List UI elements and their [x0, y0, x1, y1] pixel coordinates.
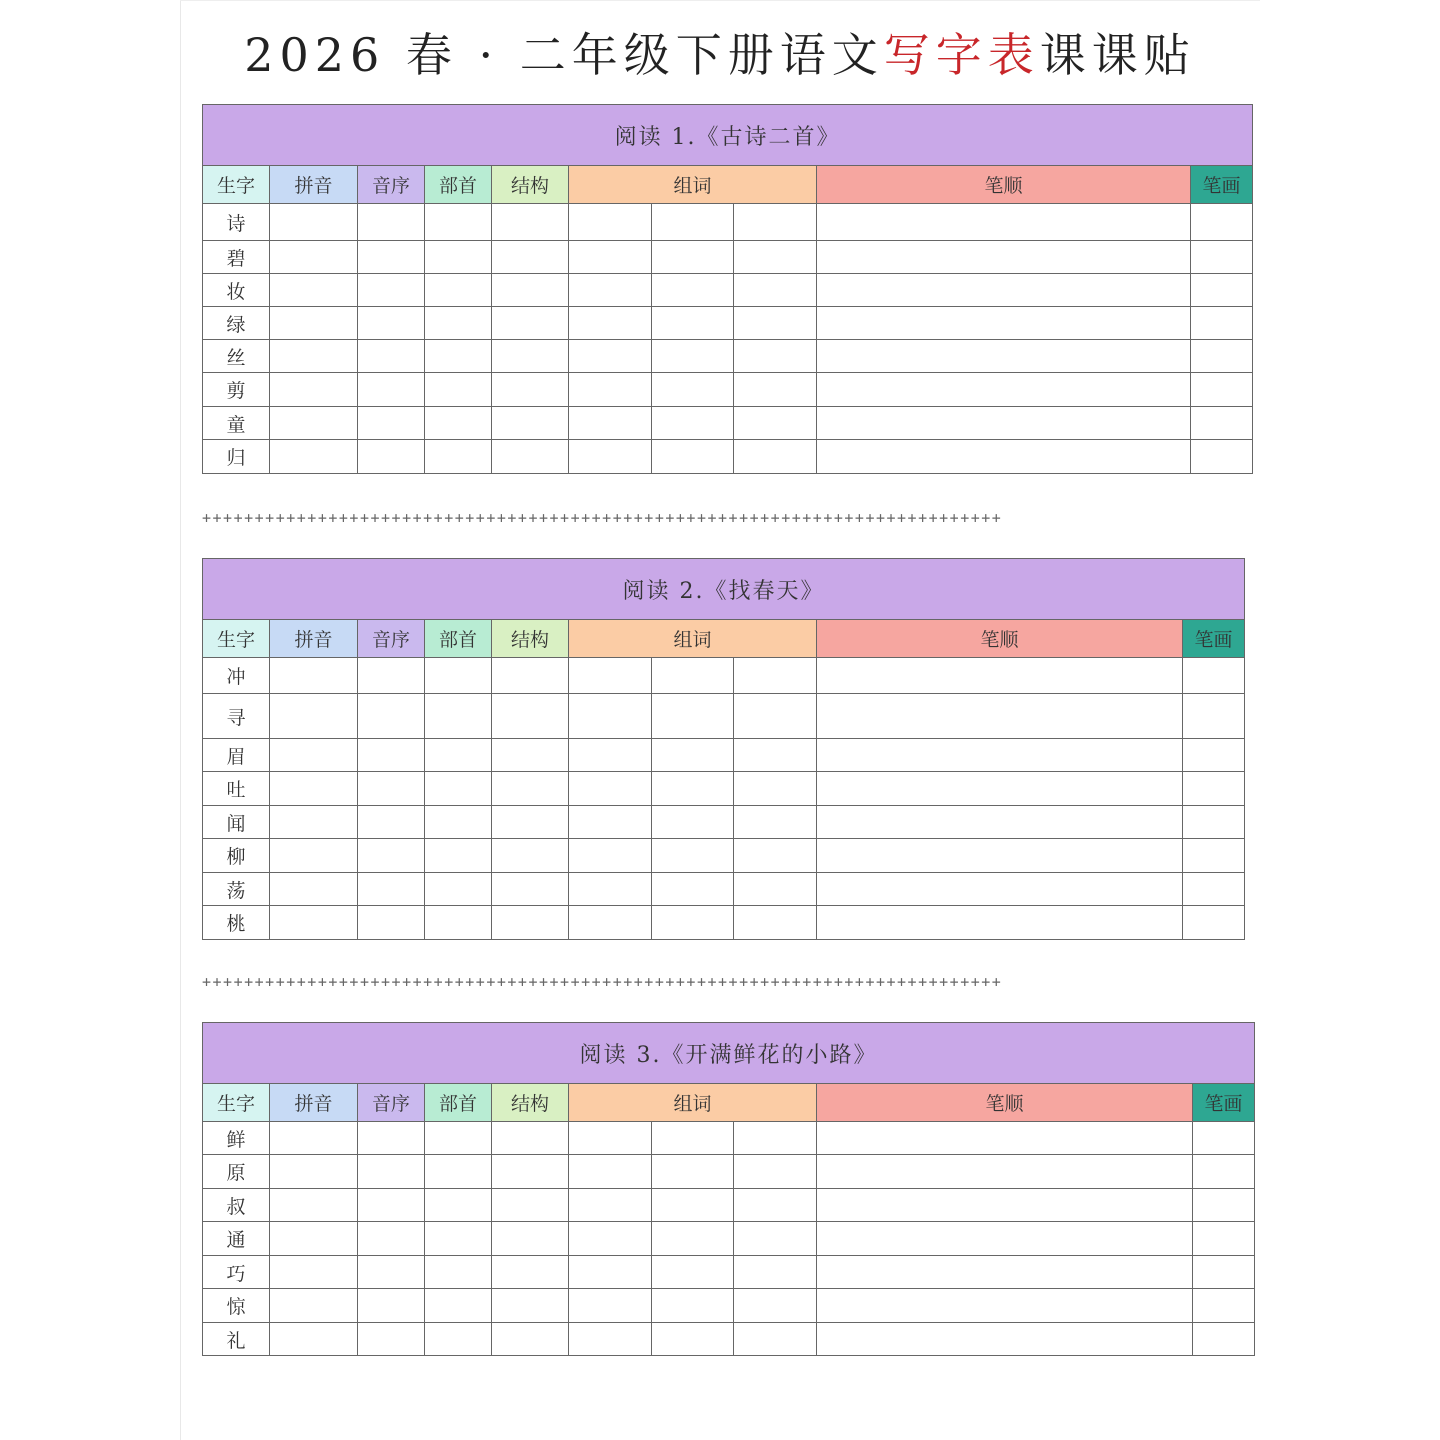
column-header-words: 组词 — [569, 166, 817, 204]
word-cell-2[interactable] — [652, 204, 734, 241]
word-cell-1[interactable] — [569, 839, 652, 873]
pinyin-cell[interactable] — [270, 1256, 358, 1289]
structure-cell[interactable] — [492, 1222, 569, 1256]
table-row — [203, 340, 1253, 373]
character-cell: 眉 — [203, 739, 270, 772]
column-header-order: 音序 — [358, 166, 425, 204]
word-cell-1[interactable] — [569, 694, 652, 739]
pinyin-cell[interactable] — [270, 694, 358, 739]
structure-cell[interactable] — [492, 1256, 569, 1289]
word-cell-3[interactable] — [734, 739, 817, 772]
order-cell[interactable] — [358, 806, 425, 839]
structure-cell[interactable] — [492, 839, 569, 873]
column-header-count: 笔画 — [1183, 620, 1245, 658]
order-cell[interactable] — [358, 407, 425, 440]
pinyin-cell[interactable] — [270, 204, 358, 241]
word-cell-1[interactable] — [569, 1222, 652, 1256]
column-header-radical: 部首 — [425, 1084, 492, 1122]
count-cell[interactable] — [1183, 839, 1245, 873]
word-cell-3[interactable] — [734, 373, 817, 407]
structure-cell[interactable] — [492, 658, 569, 694]
pinyin-cell[interactable] — [270, 1222, 358, 1256]
character-cell: 巧 — [203, 1256, 270, 1289]
structure-cell[interactable] — [492, 241, 569, 274]
word-cell-1[interactable] — [569, 1122, 652, 1155]
radical-cell[interactable] — [425, 204, 492, 241]
word-cell-2[interactable] — [652, 1256, 734, 1289]
pinyin-cell[interactable] — [270, 1122, 358, 1155]
word-cell-3[interactable] — [734, 694, 817, 739]
word-cell-1[interactable] — [569, 440, 652, 474]
pinyin-cell[interactable] — [270, 241, 358, 274]
strokes-cell[interactable] — [817, 839, 1183, 873]
strokes-cell[interactable] — [817, 1222, 1193, 1256]
structure-cell[interactable] — [492, 694, 569, 739]
word-cell-3[interactable] — [734, 241, 817, 274]
strokes-cell[interactable] — [817, 1256, 1193, 1289]
word-cell-2[interactable] — [652, 1189, 734, 1222]
structure-cell[interactable] — [492, 906, 569, 940]
word-cell-1[interactable] — [569, 373, 652, 407]
character-cell: 通 — [203, 1222, 270, 1256]
pinyin-cell[interactable] — [270, 1289, 358, 1323]
pinyin-cell[interactable] — [270, 340, 358, 373]
word-cell-1[interactable] — [569, 204, 652, 241]
order-cell[interactable] — [358, 1122, 425, 1155]
character-cell: 惊 — [203, 1289, 270, 1323]
word-cell-1[interactable] — [569, 658, 652, 694]
word-cell-3[interactable] — [734, 1256, 817, 1289]
word-cell-2[interactable] — [652, 307, 734, 340]
radical-cell[interactable] — [425, 1189, 492, 1222]
character-cell: 柳 — [203, 839, 270, 873]
word-cell-3[interactable] — [734, 873, 817, 906]
table-row — [203, 772, 1245, 806]
strokes-cell[interactable] — [817, 204, 1191, 241]
word-cell-1[interactable] — [569, 739, 652, 772]
structure-cell[interactable] — [492, 440, 569, 474]
count-cell[interactable] — [1183, 873, 1245, 906]
table-row — [203, 1323, 1255, 1356]
order-cell[interactable] — [358, 307, 425, 340]
character-cell: 闻 — [203, 806, 270, 839]
radical-cell[interactable] — [425, 307, 492, 340]
order-cell[interactable] — [358, 694, 425, 739]
count-cell[interactable] — [1183, 739, 1245, 772]
table-row — [203, 274, 1253, 307]
pinyin-cell[interactable] — [270, 739, 358, 772]
structure-cell[interactable] — [492, 1323, 569, 1356]
structure-cell[interactable] — [492, 1122, 569, 1155]
column-header-char: 生字 — [203, 166, 270, 204]
column-header-radical: 部首 — [425, 620, 492, 658]
table-row — [203, 373, 1253, 407]
table-row — [203, 204, 1253, 241]
page-title — [200, 22, 1240, 88]
column-header-radical: 部首 — [425, 166, 492, 204]
pinyin-cell[interactable] — [270, 806, 358, 839]
structure-cell[interactable] — [492, 407, 569, 440]
column-header-words: 组词 — [569, 620, 817, 658]
word-cell-2[interactable] — [652, 906, 734, 940]
table-row — [203, 806, 1245, 839]
column-header-char: 生字 — [203, 1084, 270, 1122]
count-cell[interactable] — [1183, 772, 1245, 806]
word-cell-2[interactable] — [652, 1155, 734, 1189]
table-row — [203, 1155, 1255, 1189]
column-header-count: 笔画 — [1193, 1084, 1255, 1122]
word-cell-2[interactable] — [652, 1222, 734, 1256]
word-cell-3[interactable] — [734, 772, 817, 806]
word-cell-3[interactable] — [734, 1189, 817, 1222]
count-cell[interactable] — [1191, 274, 1253, 307]
pinyin-cell[interactable] — [270, 1323, 358, 1356]
radical-cell[interactable] — [425, 772, 492, 806]
strokes-cell[interactable] — [817, 1155, 1193, 1189]
section-divider: ++++++++++++++++++++++++++++++++++++++++++++++++++++++++++++++++++++++++++++ — [202, 509, 1003, 527]
count-cell[interactable] — [1191, 241, 1253, 274]
character-cell: 礼 — [203, 1323, 270, 1356]
table-row — [203, 307, 1253, 340]
word-cell-1[interactable] — [569, 1155, 652, 1189]
count-cell[interactable] — [1183, 906, 1245, 940]
radical-cell[interactable] — [425, 340, 492, 373]
strokes-cell[interactable] — [817, 340, 1191, 373]
table-row — [203, 1189, 1255, 1222]
pinyin-cell[interactable] — [270, 839, 358, 873]
table-row — [203, 241, 1253, 274]
character-cell: 寻 — [203, 694, 270, 739]
order-cell[interactable] — [358, 1189, 425, 1222]
word-cell-2[interactable] — [652, 241, 734, 274]
character-cell: 诗 — [203, 204, 270, 241]
column-header-pinyin: 拼音 — [270, 620, 358, 658]
column-header-strokes: 笔顺 — [817, 620, 1183, 658]
order-cell[interactable] — [358, 274, 425, 307]
order-cell[interactable] — [358, 1289, 425, 1323]
order-cell[interactable] — [358, 1256, 425, 1289]
word-cell-1[interactable] — [569, 1256, 652, 1289]
table-row — [203, 906, 1245, 940]
character-cell: 吐 — [203, 772, 270, 806]
table-row — [203, 1256, 1255, 1289]
table-row — [203, 440, 1253, 474]
pinyin-cell[interactable] — [270, 407, 358, 440]
order-cell[interactable] — [358, 772, 425, 806]
strokes-cell[interactable] — [817, 440, 1191, 474]
word-cell-3[interactable] — [734, 274, 817, 307]
table-row — [203, 1122, 1255, 1155]
pinyin-cell[interactable] — [270, 274, 358, 307]
structure-cell[interactable] — [492, 1189, 569, 1222]
count-cell[interactable] — [1193, 1289, 1255, 1323]
structure-cell[interactable] — [492, 307, 569, 340]
count-cell[interactable] — [1191, 307, 1253, 340]
order-cell[interactable] — [358, 1323, 425, 1356]
strokes-cell[interactable] — [817, 407, 1191, 440]
strokes-cell[interactable] — [817, 772, 1183, 806]
strokes-cell[interactable] — [817, 373, 1191, 407]
count-cell[interactable] — [1193, 1122, 1255, 1155]
radical-cell[interactable] — [425, 806, 492, 839]
character-cell: 荡 — [203, 873, 270, 906]
radical-cell[interactable] — [425, 1323, 492, 1356]
word-cell-3[interactable] — [734, 407, 817, 440]
table-row — [203, 839, 1245, 873]
word-cell-3[interactable] — [734, 1222, 817, 1256]
title-prefix: 2026 春 · 二年级下册语文 — [244, 28, 884, 82]
word-cell-1[interactable] — [569, 274, 652, 307]
lesson-title: 阅读 3.《开满鲜花的小路》 — [203, 1023, 1255, 1084]
table-row — [203, 739, 1245, 772]
radical-cell[interactable] — [425, 658, 492, 694]
word-cell-3[interactable] — [734, 1289, 817, 1323]
character-cell: 丝 — [203, 340, 270, 373]
character-cell: 童 — [203, 407, 270, 440]
word-cell-3[interactable] — [734, 1122, 817, 1155]
word-cell-2[interactable] — [652, 806, 734, 839]
structure-cell[interactable] — [492, 739, 569, 772]
order-cell[interactable] — [358, 241, 425, 274]
table-row — [203, 1289, 1255, 1323]
character-cell: 冲 — [203, 658, 270, 694]
strokes-cell[interactable] — [817, 274, 1191, 307]
table-row — [203, 873, 1245, 906]
lesson-title: 阅读 2.《找春天》 — [203, 559, 1245, 620]
column-header-words: 组词 — [569, 1084, 817, 1122]
word-cell-1[interactable] — [569, 1323, 652, 1356]
strokes-cell[interactable] — [817, 1289, 1193, 1323]
column-header-strokes: 笔顺 — [817, 166, 1191, 204]
order-cell[interactable] — [358, 906, 425, 940]
order-cell[interactable] — [358, 204, 425, 241]
structure-cell[interactable] — [492, 204, 569, 241]
structure-cell[interactable] — [492, 340, 569, 373]
character-cell: 原 — [203, 1155, 270, 1189]
pinyin-cell[interactable] — [270, 1189, 358, 1222]
count-cell[interactable] — [1191, 407, 1253, 440]
table-row — [203, 694, 1245, 739]
count-cell[interactable] — [1193, 1256, 1255, 1289]
count-cell[interactable] — [1193, 1155, 1255, 1189]
word-cell-3[interactable] — [734, 839, 817, 873]
lesson-table — [202, 558, 1245, 940]
word-cell-3[interactable] — [734, 340, 817, 373]
word-cell-2[interactable] — [652, 739, 734, 772]
pinyin-cell[interactable] — [270, 373, 358, 407]
word-cell-1[interactable] — [569, 1289, 652, 1323]
structure-cell[interactable] — [492, 1155, 569, 1189]
pinyin-cell[interactable] — [270, 873, 358, 906]
word-cell-1[interactable] — [569, 307, 652, 340]
word-cell-2[interactable] — [652, 772, 734, 806]
structure-cell[interactable] — [492, 373, 569, 407]
character-cell: 碧 — [203, 241, 270, 274]
strokes-cell[interactable] — [817, 658, 1183, 694]
radical-cell[interactable] — [425, 373, 492, 407]
radical-cell[interactable] — [425, 274, 492, 307]
column-header-order: 音序 — [358, 1084, 425, 1122]
table-row — [203, 407, 1253, 440]
character-cell: 妆 — [203, 274, 270, 307]
column-header-pinyin: 拼音 — [270, 166, 358, 204]
order-cell[interactable] — [358, 340, 425, 373]
word-cell-1[interactable] — [569, 772, 652, 806]
word-cell-3[interactable] — [734, 658, 817, 694]
character-cell: 叔 — [203, 1189, 270, 1222]
count-cell[interactable] — [1183, 658, 1245, 694]
lesson-table — [202, 104, 1253, 474]
radical-cell[interactable] — [425, 440, 492, 474]
table-row — [203, 1222, 1255, 1256]
count-cell[interactable] — [1193, 1222, 1255, 1256]
character-cell: 归 — [203, 440, 270, 474]
column-header-count: 笔画 — [1191, 166, 1253, 204]
table-row — [203, 658, 1245, 694]
order-cell[interactable] — [358, 1155, 425, 1189]
radical-cell[interactable] — [425, 839, 492, 873]
structure-cell[interactable] — [492, 806, 569, 839]
page-top-line — [180, 0, 1260, 1]
word-cell-2[interactable] — [652, 1122, 734, 1155]
column-header-pinyin: 拼音 — [270, 1084, 358, 1122]
word-cell-1[interactable] — [569, 806, 652, 839]
structure-cell[interactable] — [492, 1289, 569, 1323]
radical-cell[interactable] — [425, 873, 492, 906]
radical-cell[interactable] — [425, 241, 492, 274]
column-header-strokes: 笔顺 — [817, 1084, 1193, 1122]
radical-cell[interactable] — [425, 407, 492, 440]
word-cell-3[interactable] — [734, 204, 817, 241]
pinyin-cell[interactable] — [270, 658, 358, 694]
word-cell-2[interactable] — [652, 1323, 734, 1356]
column-header-order: 音序 — [358, 620, 425, 658]
count-cell[interactable] — [1191, 204, 1253, 241]
title-suffix: 课课贴 — [1039, 28, 1196, 82]
word-cell-2[interactable] — [652, 373, 734, 407]
count-cell[interactable] — [1191, 373, 1253, 407]
word-cell-2[interactable] — [652, 694, 734, 739]
word-cell-2[interactable] — [652, 658, 734, 694]
word-cell-2[interactable] — [652, 407, 734, 440]
strokes-cell[interactable] — [817, 906, 1183, 940]
word-cell-3[interactable] — [734, 440, 817, 474]
lesson-table — [202, 1022, 1255, 1356]
order-cell[interactable] — [358, 873, 425, 906]
radical-cell[interactable] — [425, 1256, 492, 1289]
word-cell-3[interactable] — [734, 906, 817, 940]
word-cell-2[interactable] — [652, 340, 734, 373]
count-cell[interactable] — [1193, 1189, 1255, 1222]
count-cell[interactable] — [1193, 1323, 1255, 1356]
word-cell-2[interactable] — [652, 274, 734, 307]
column-header-structure: 结构 — [492, 1084, 569, 1122]
word-cell-2[interactable] — [652, 1289, 734, 1323]
structure-cell[interactable] — [492, 873, 569, 906]
character-cell: 剪 — [203, 373, 270, 407]
order-cell[interactable] — [358, 739, 425, 772]
pinyin-cell[interactable] — [270, 307, 358, 340]
word-cell-3[interactable] — [734, 307, 817, 340]
count-cell[interactable] — [1183, 694, 1245, 739]
strokes-cell[interactable] — [817, 694, 1183, 739]
word-cell-2[interactable] — [652, 440, 734, 474]
title-highlight: 写字表 — [883, 28, 1040, 82]
count-cell[interactable] — [1191, 440, 1253, 474]
word-cell-1[interactable] — [569, 407, 652, 440]
pinyin-cell[interactable] — [270, 772, 358, 806]
count-cell[interactable] — [1183, 806, 1245, 839]
word-cell-3[interactable] — [734, 1155, 817, 1189]
word-cell-3[interactable] — [734, 1323, 817, 1356]
strokes-cell[interactable] — [817, 1189, 1193, 1222]
strokes-cell[interactable] — [817, 241, 1191, 274]
order-cell[interactable] — [358, 839, 425, 873]
strokes-cell[interactable] — [817, 307, 1191, 340]
word-cell-1[interactable] — [569, 873, 652, 906]
word-cell-1[interactable] — [569, 1189, 652, 1222]
strokes-cell[interactable] — [817, 873, 1183, 906]
pinyin-cell[interactable] — [270, 1155, 358, 1189]
character-cell: 鲜 — [203, 1122, 270, 1155]
order-cell[interactable] — [358, 1222, 425, 1256]
pinyin-cell[interactable] — [270, 906, 358, 940]
word-cell-1[interactable] — [569, 906, 652, 940]
order-cell[interactable] — [358, 373, 425, 407]
word-cell-1[interactable] — [569, 241, 652, 274]
radical-cell[interactable] — [425, 1122, 492, 1155]
character-cell: 绿 — [203, 307, 270, 340]
lesson-title: 阅读 1.《古诗二首》 — [203, 105, 1253, 166]
strokes-cell[interactable] — [817, 806, 1183, 839]
column-header-structure: 结构 — [492, 620, 569, 658]
structure-cell[interactable] — [492, 274, 569, 307]
word-cell-2[interactable] — [652, 873, 734, 906]
radical-cell[interactable] — [425, 1155, 492, 1189]
section-divider: ++++++++++++++++++++++++++++++++++++++++++++++++++++++++++++++++++++++++++++ — [202, 973, 1003, 991]
radical-cell[interactable] — [425, 739, 492, 772]
strokes-cell[interactable] — [817, 1323, 1193, 1356]
radical-cell[interactable] — [425, 694, 492, 739]
pinyin-cell[interactable] — [270, 440, 358, 474]
column-header-structure: 结构 — [492, 166, 569, 204]
count-cell[interactable] — [1191, 340, 1253, 373]
strokes-cell[interactable] — [817, 739, 1183, 772]
order-cell[interactable] — [358, 658, 425, 694]
word-cell-2[interactable] — [652, 839, 734, 873]
character-cell: 桃 — [203, 906, 270, 940]
word-cell-3[interactable] — [734, 806, 817, 839]
structure-cell[interactable] — [492, 772, 569, 806]
radical-cell[interactable] — [425, 1222, 492, 1256]
order-cell[interactable] — [358, 440, 425, 474]
radical-cell[interactable] — [425, 1289, 492, 1323]
word-cell-1[interactable] — [569, 340, 652, 373]
strokes-cell[interactable] — [817, 1122, 1193, 1155]
radical-cell[interactable] — [425, 906, 492, 940]
column-header-char: 生字 — [203, 620, 270, 658]
page-margin-line — [180, 0, 181, 1440]
